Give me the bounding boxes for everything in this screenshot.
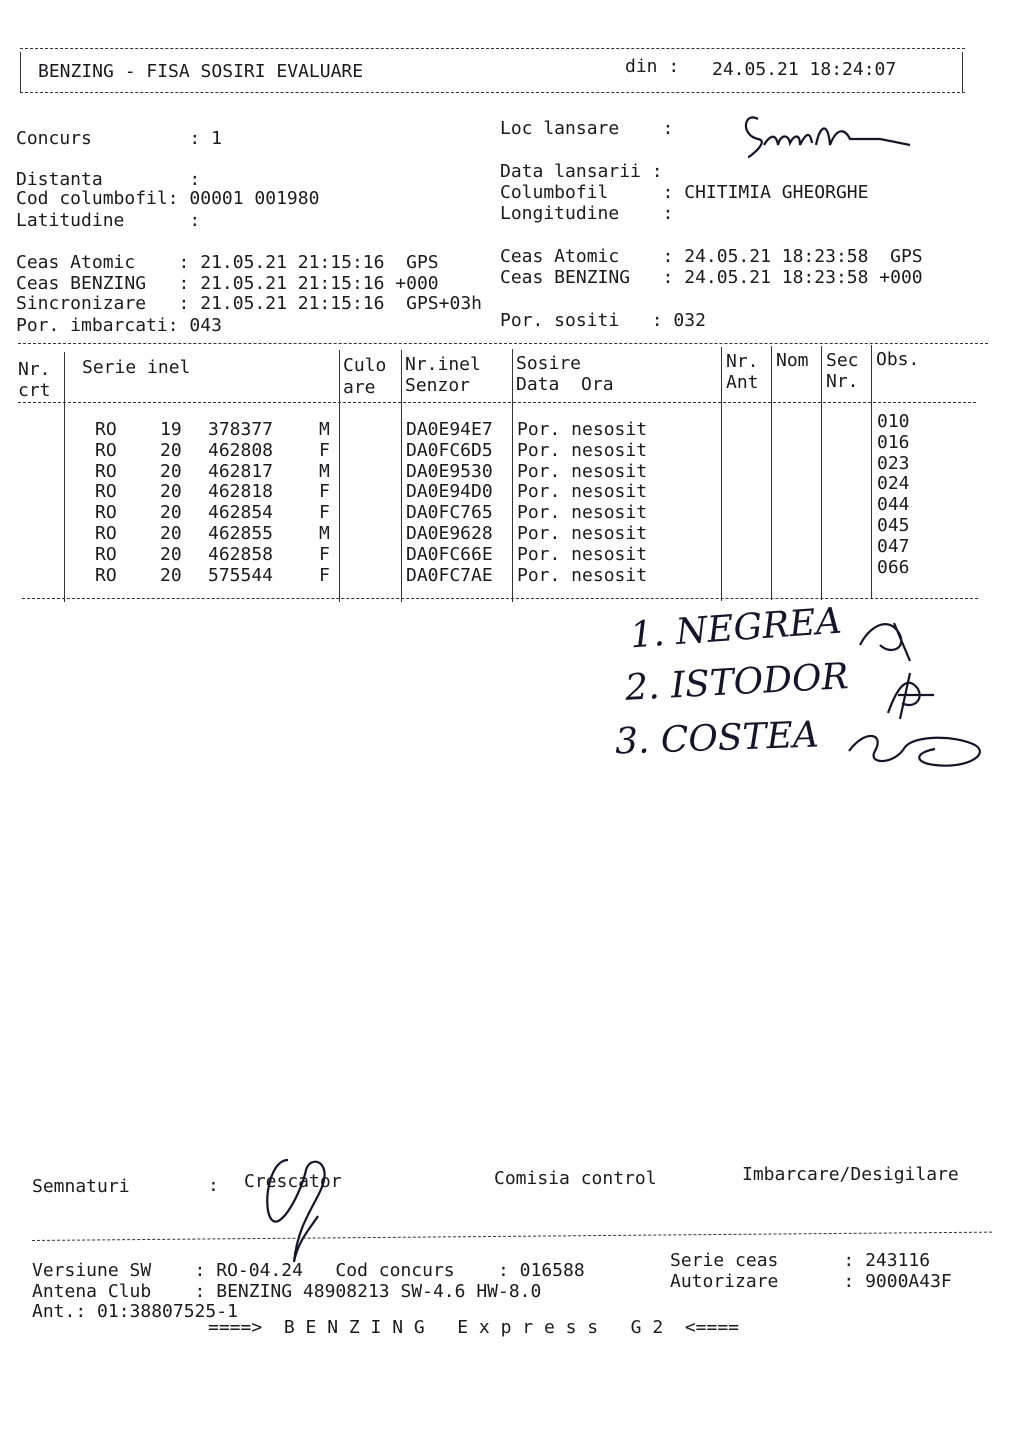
col-sec-1: Sec [826,350,859,371]
col-nr-crt-1: Nr. [18,359,51,380]
cell-ctry: RO [95,502,117,524]
initials-1 [850,605,920,665]
report-date: 24.05.21 18:24:07 [712,59,897,80]
col-sosire-2: Data Ora [516,374,614,395]
latitudine-line: Latitudine : [16,210,201,231]
col-sec-2: Nr. [826,371,859,392]
crescator-label: Crescator [244,1171,342,1192]
cell-sex: F [319,481,330,503]
sincronizare-line: Sincronizare : 21.05.21 21:15:16 GPS+03h [16,293,482,314]
header-bottom-rule [20,92,965,93]
col-nr-ant-1: Nr. [726,351,759,372]
col-culoare-2: are [343,377,376,398]
col-nom: Nom [776,350,809,371]
cell-yr: 19 [160,419,182,440]
brand-line: ====> B E N Z I N G E x p r e s s G 2 <==== [208,1317,740,1338]
cell-sosire: Por. nesosit [517,460,648,482]
table-bottom-rule [22,598,978,599]
col-nr-inel-2: Senzor [405,375,471,396]
cell-senzor: DA0FC765 [406,502,493,524]
semnaturi-colon: : [208,1175,219,1196]
cell-senzor: DA0E94E7 [406,419,493,440]
cell-sex: M [319,523,330,544]
col-sep [871,345,872,599]
col-nr-inel-1: Nr.inel [405,354,481,375]
cell-senzor: DA0FC66E [406,543,493,565]
col-nr-ant-2: Ant [726,372,759,393]
ant-line: Ant.: 01:38807525-1 [32,1301,238,1322]
columbofil-line: Columbofil : CHITIMIA GHEORGHE [500,182,869,203]
cell-sex: F [319,543,330,565]
cell-ctry: RO [95,419,117,440]
cell-yr: 20 [160,439,182,461]
col-serie-inel: Serie inel [82,357,191,378]
cell-ring: 462817 [208,460,274,482]
initials-3 [845,725,995,775]
cell-ctry: RO [95,439,117,461]
cell-ctry: RO [95,460,117,482]
cell-sosire: Por. nesosit [517,523,648,544]
cell-obs: 066 [877,556,910,578]
cell-ctry: RO [95,543,117,565]
cell-ring: 462855 [208,523,274,544]
handwritten-line-1: 1. NEGREA [628,600,843,657]
cell-obs: 047 [877,535,910,557]
cell-sosire: Por. nesosit [517,419,648,440]
cell-sex: F [319,502,330,524]
footer-top-rule [32,1232,992,1241]
cell-obs: 044 [877,494,910,516]
date-label: din : [625,56,680,77]
comisia-label: Comisia control [494,1168,657,1189]
cell-ring: 462858 [208,543,274,565]
antena-line: Antena Club : BENZING 48908213 SW-4.6 HW-8.0 [32,1281,542,1302]
cell-senzor: DA0FC6D5 [406,439,493,461]
longitudine-line: Longitudine : [500,203,674,224]
handwritten-line-2: 2. ISTODOR [624,656,850,709]
header-left-border [20,52,21,92]
cell-sex: F [319,564,330,586]
data-lansarii-line: Data lansarii : [500,161,663,182]
col-sep [512,349,513,602]
cell-sosire: Por. nesosit [517,564,648,586]
cell-ring: 378377 [208,419,274,440]
cell-ctry: RO [95,481,117,503]
cell-senzor: DA0FC7AE [406,564,493,586]
cell-ring: 575544 [208,564,274,586]
col-sosire-1: Sosire [516,353,582,374]
col-nr-crt-2: crt [18,380,51,401]
por-imbarcati-line: Por. imbarcati: 043 [16,315,222,336]
cell-sex: M [319,419,330,440]
col-sep [721,347,722,601]
cell-ring: 462808 [208,439,274,461]
col-obs: Obs. [876,349,920,370]
cell-sosire: Por. nesosit [517,502,648,524]
cell-ring: 462854 [208,502,274,524]
serie-ceas-line: Serie ceas : 243116 [670,1250,931,1271]
cell-senzor: DA0E9530 [406,460,493,482]
cell-yr: 20 [160,481,182,503]
header-top-rule [20,48,965,49]
ceas-atomic-left: Ceas Atomic : 21.05.21 21:15:16 GPS [16,252,439,273]
autorizare-line: Autorizare : 9000A43F [670,1271,952,1292]
distanta-line: Distanta : [16,169,201,190]
report-title: BENZING - FISA SOSIRI EVALUARE [38,61,364,82]
cell-sex: F [319,439,330,461]
cell-obs: 010 [877,411,910,432]
crescator-signature [258,1150,348,1270]
cell-yr: 20 [160,543,182,565]
cell-obs: 045 [877,515,910,536]
cell-obs: 023 [877,452,910,474]
col-sep [64,352,65,602]
cell-obs: 016 [877,431,910,453]
cell-yr: 20 [160,460,182,482]
cell-senzor: DA0E94D0 [406,481,493,503]
imbarcare-label: Imbarcare/Desigilare [742,1164,959,1185]
loc-lansare-line: Loc lansare : [500,118,674,139]
ceas-benzing-right: Ceas BENZING : 24.05.21 18:23:58 +000 [500,267,923,288]
initials-2 [878,665,948,725]
handwritten-line-3: 3. COSTEA [614,714,820,763]
col-sep [771,346,772,600]
semnaturi-label: Semnaturi [32,1176,130,1197]
versiune-line: Versiune SW : RO-04.24 Cod concurs : 016588 [32,1260,585,1281]
ceas-atomic-right: Ceas Atomic : 24.05.21 18:23:58 GPS [500,246,923,267]
loc-lansare-signature [740,105,920,165]
col-sep [339,350,340,602]
cell-ctry: RO [95,564,117,586]
concurs-line: Concurs : 1 [16,128,222,149]
col-sep [401,350,402,602]
cod-columbofil-line: Cod columbofil: 00001 001980 [16,188,320,209]
table-header-rule [18,402,976,403]
cell-senzor: DA0E9628 [406,523,493,544]
cell-sosire: Por. nesosit [517,481,648,503]
col-culoare-1: Culo [343,355,387,376]
por-sositi-line: Por. sositi : 032 [500,310,706,331]
table-top-rule [18,343,988,344]
cell-sex: M [319,460,330,482]
cell-ring: 462818 [208,481,274,503]
col-sep [821,346,822,600]
cell-sosire: Por. nesosit [517,439,648,461]
cell-sosire: Por. nesosit [517,543,648,565]
header-right-border [962,52,963,92]
cell-obs: 024 [877,473,910,495]
cell-yr: 20 [160,564,182,586]
cell-yr: 20 [160,523,182,544]
ceas-benzing-left: Ceas BENZING : 21.05.21 21:15:16 +000 [16,273,439,294]
cell-ctry: RO [95,523,117,544]
cell-yr: 20 [160,502,182,524]
